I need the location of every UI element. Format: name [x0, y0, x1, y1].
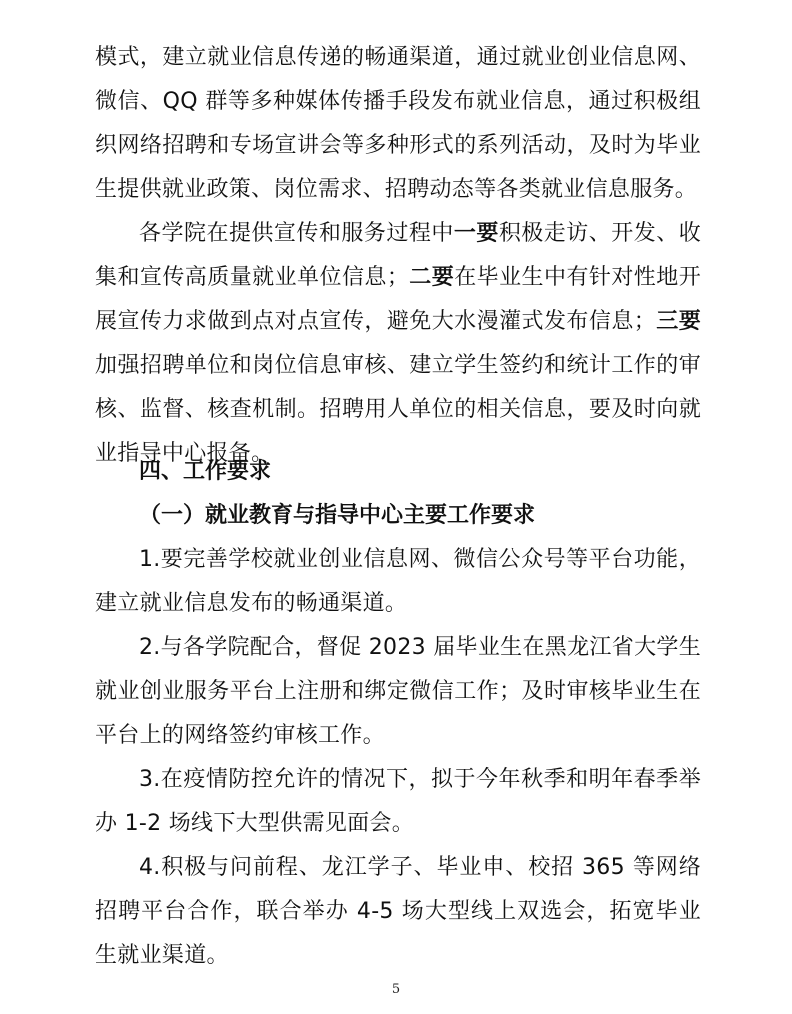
subsection-heading: （一）就业教育与指导中心主要工作要求 — [139, 503, 536, 528]
section-heading: 四、工作要求 — [139, 459, 272, 484]
college-intro-text: 各学院在提供宣传和服务过程中 — [139, 221, 454, 246]
third-requirement-label: 三要 — [656, 309, 701, 334]
paragraph-college-requirements — [95, 212, 701, 476]
requirement-item-2: 2.与各学院配合，督促 2023 届毕业生在黑龙江省大学生就业创业服务平台上注册和绑定微信工作；及时审核毕业生在平台上的网络签约审核工作。 — [95, 635, 701, 748]
requirement-item-3: 3.在疫情防控允许的情况下，拟于今年秋季和明年春季举办 1-2 场线下大型供需见面会。 — [95, 767, 701, 836]
second-requirement-text: 在毕业生中有针对性地开展宣传力求做到点对点宣传，避免大水漫灌式发布信息； — [95, 265, 701, 334]
second-requirement-label: 二要 — [409, 265, 455, 290]
requirement-item-4: 4.积极与问前程、龙江学子、毕业申、校招 365 等网络招聘平台合作，联合举办 4-5 场大型线上双选会，拓宽毕业生就业渠道。 — [95, 855, 701, 968]
first-requirement-text: 积极走访、开发、收集和宣传高质量就业单位信息； — [95, 221, 702, 290]
first-requirement-label: 一要 — [453, 221, 499, 246]
requirement-item-1: 1.要完善学校就业创业信息网、微信公众号等平台功能，建立就业信息发布的畅通渠道。 — [95, 547, 701, 616]
paragraph-info-channels: 模式，建立就业信息传递的畅通渠道，通过就业创业信息网、微信、QQ 群等多种媒体传播手段发布就业信息，通过积极组织网络招聘和专场宣讲会等多种形式的系列活动，及时为毕业生提供就业政策、岗位需求、招聘动态等各类就业信息服务。 — [95, 45, 701, 202]
third-requirement-text: 加强招聘单位和岗位信息审核、建立学生签约和统计工作的审核、监督、核查机制。招聘用人单位的相关信息，要及时向就业指导中心报备。 — [95, 353, 701, 466]
page-number: 5 — [391, 982, 401, 997]
